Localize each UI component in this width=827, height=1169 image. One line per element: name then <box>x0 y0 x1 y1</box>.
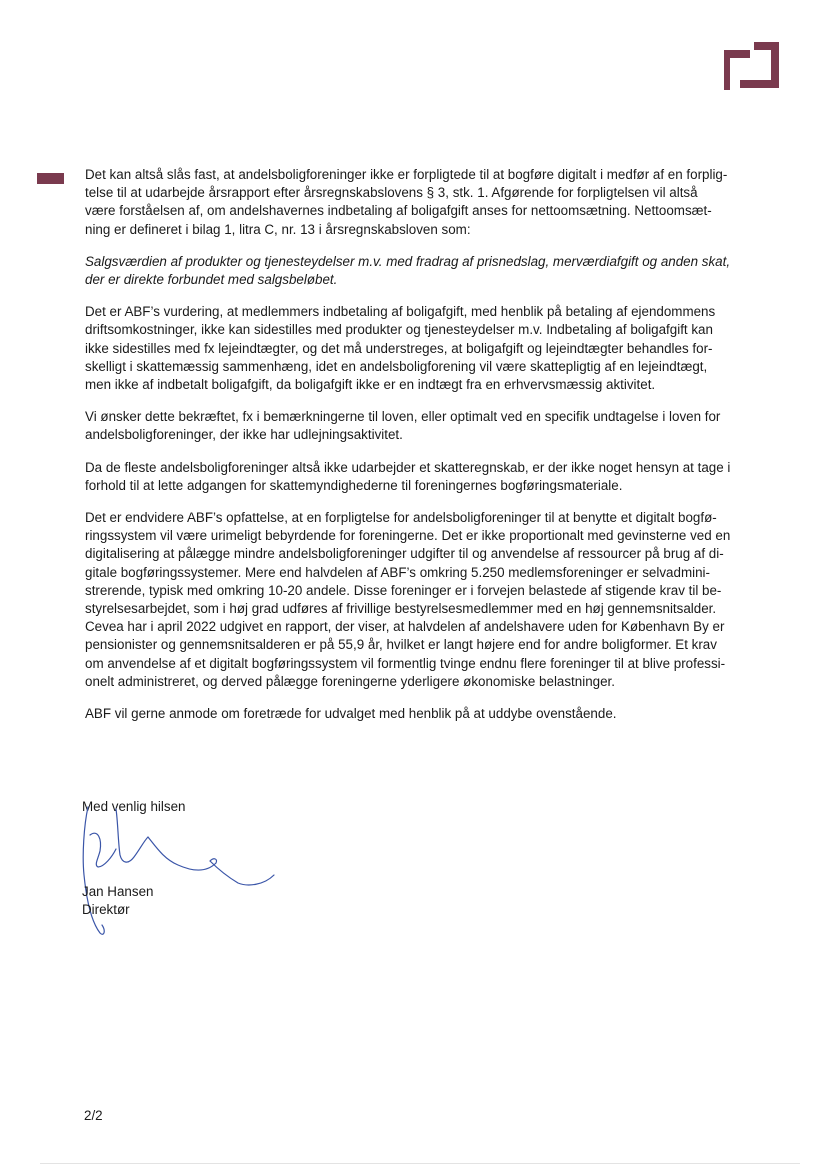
signer-block <box>82 883 153 920</box>
paragraph-5 <box>85 509 735 691</box>
text-line: onelt administreret, og derved pålægge foreningerne yderligere økonomiske belastninger. <box>85 673 615 689</box>
signer-name: Jan Hansen <box>82 884 154 899</box>
text-line: telse til at udarbejde årsrapport efter årsregnskabslovens § 3, stk. 1. Afgørende for forpligtelsen vil altså <box>85 185 698 201</box>
corner-brackets-logo-icon <box>724 40 780 92</box>
text-line: men ikke af indbetalt boligafgift, da boligafgift ikke er en indtægt fra en erhvervsmæssig aktivitet. <box>85 377 656 393</box>
text-line: gitale bogføringssystemer. Mere end halvdelen af ABF’s omkring 5.250 medlemsforeninger er selvadmini- <box>85 564 710 580</box>
text-line: Det kan altså slås fast, at andelsboligforeninger ikke er forpligtede til at bogføre digitalt i medfør af en forplig- <box>85 167 728 182</box>
text-line: ABF vil gerne anmode om foretræde for udvalget med henblik på at uddybe ovenstående. <box>85 706 617 722</box>
text-line: Det er endvidere ABF’s opfattelse, at en forpligtelse for andelsboligforeninger til at benytte et digitalt bogfø- <box>85 510 717 526</box>
quote-paragraph <box>85 253 735 289</box>
paragraph-2 <box>85 303 735 394</box>
closing-salutation: Med venlig hilsen <box>82 799 186 814</box>
text-line: Cevea har i april 2022 udgivet en rapport, der viser, at halvdelen af andelshavere uden for København By er <box>85 619 725 635</box>
page-number: 2/2 <box>84 1108 103 1123</box>
text-line: om anvendelse af et digitalt bogføringssystem vil formentlig tvinge endnu flere foreninger til at blive professi- <box>85 655 726 671</box>
text-line: ning er defineret i bilag 1, litra C, nr. 13 i årsregnskabsloven som: <box>85 221 471 237</box>
text-line: skelligt i skattemæssig sammenhæng, idet en andelsboligforening vil være skattepligtig af en lejeindtægt, <box>85 358 708 374</box>
text-line: forhold til at lette adgangen for skattemyndighederne til foreningernes bogføringsmateriale. <box>85 477 623 493</box>
text-line: være forståelsen af, om andelshavernes indbetaling af boligafgift anses for nettoomsætning. Nettoomsæt- <box>85 203 712 219</box>
text-line: digitalisering at pålægge mindre andelsboligforeninger udgifter til og anvendelse af ressourcer på brug af di- <box>85 546 724 562</box>
margin-marker <box>37 173 64 184</box>
paragraph-4 <box>85 459 735 495</box>
letter-body <box>85 166 735 737</box>
text-line: styrelsesarbejdet, som i høj grad udføres af frivillige bestyrelsesmedlemmer med en høj gennemsnitsalder. <box>85 601 717 617</box>
text-line: strerende, typisk med omkring 10-20 andele. Disse foreninger er i forvejen belastede af stigende krav til be- <box>85 582 722 598</box>
signer-title: Direktør <box>82 902 130 918</box>
text-line: Salgsværdien af produkter og tjenesteydelser m.v. med fradrag af prisnedslag, merværdiafgift og anden skat, <box>85 253 731 269</box>
text-line: Vi ønsker dette bekræftet, fx i bemærkningerne til loven, eller optimalt ved en specifik undtagelse i loven for <box>85 409 721 425</box>
text-line: andelsboligforeninger, der ikke har udlejningsaktivitet. <box>85 427 403 443</box>
text-line: ikke sidestilles med fx lejeindtægter, og det må understreges, at boligafgift og lejeindtægter behandles for- <box>85 340 713 356</box>
paragraph-6 <box>85 705 735 723</box>
text-line: Da de fleste andelsboligforeninger altså ikke udarbejder et skatteregnskab, er der ikke noget hensyn at tage i <box>85 459 731 475</box>
text-line: pensionister og gennemsnitsalderen er på 55,9 år, hvilket er langt højere end for andre boligformer. Et krav <box>85 637 717 653</box>
page-bottom-edge <box>40 1163 800 1164</box>
paragraph-1 <box>85 166 735 239</box>
text-line: der er direkte forbundet med salgsbeløbet. <box>85 272 338 288</box>
paragraph-3 <box>85 408 735 444</box>
text-line: ringssystem vil være urimeligt bebyrdende for foreningerne. Det er ikke proportionalt med gevinsterne ved en <box>85 528 731 544</box>
text-line: driftsomkostninger, ikke kan sidestilles med produkter og tjenesteydelser m.v. Indbetaling af boligafgift kan <box>85 322 713 338</box>
text-line: Det er ABF’s vurdering, at medlemmers indbetaling af boligafgift, med henblik på betaling af ejendommens <box>85 304 716 320</box>
